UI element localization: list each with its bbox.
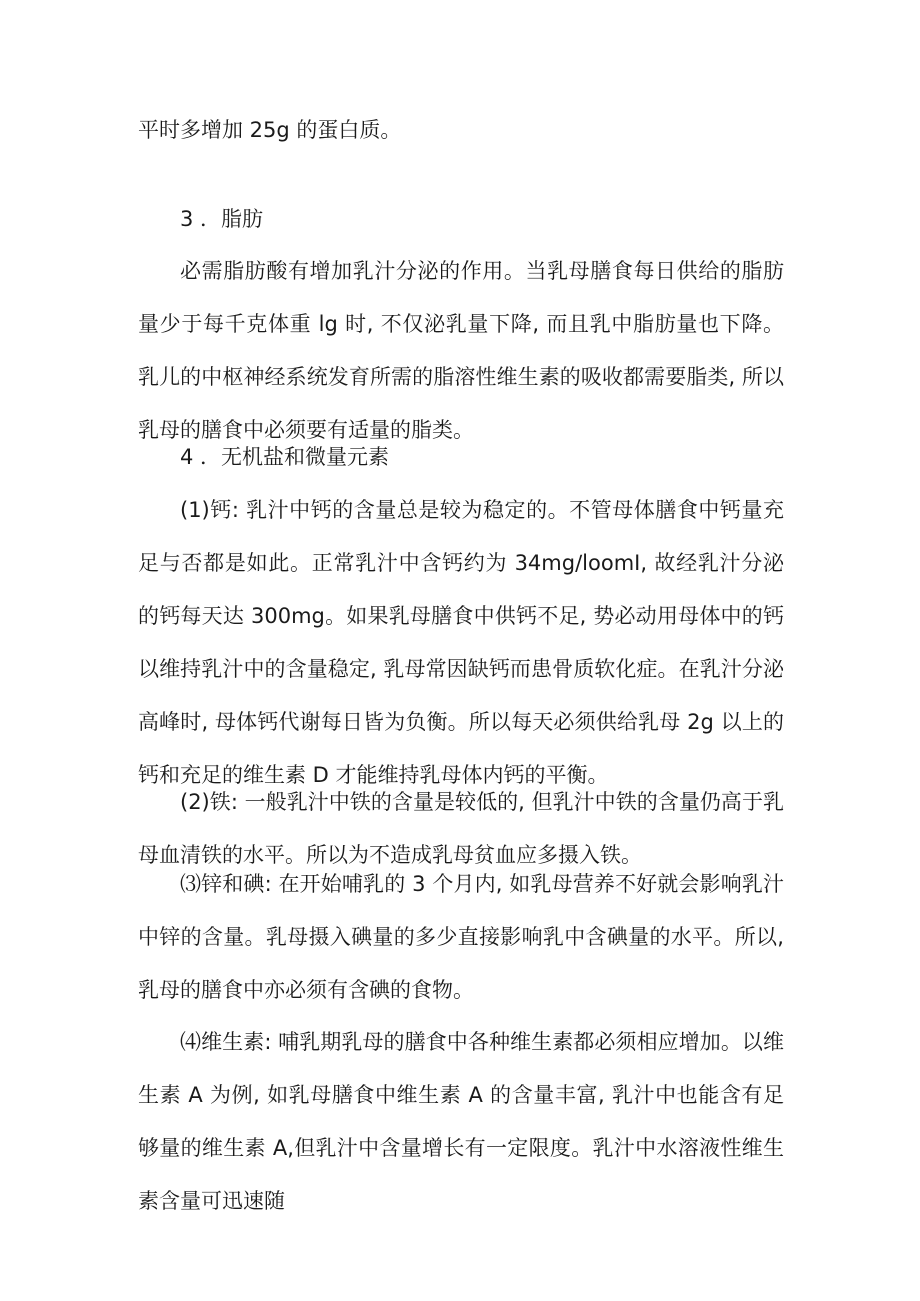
paragraph-zinc-iodine: ⑶锌和碘: 在开始哺乳的 3 个月内, 如乳母营养不好就会影响乳汁中锌的含量。乳母摄入碘量的多少直接影响乳中含碘量的水平。所以, 乳母的膳食中亦必须有含碘的食物。 [138, 872, 784, 1002]
paragraph-vitamins: ⑷维生素: 哺乳期乳母的膳食中各种维生素都必须相应增加。以维生素 A 为例, 如乳母膳食中维生素 A 的含量丰富, 乳汁中也能含有足够量的维生素 A,但乳汁中含量增长有一定限度。乳汁中水溶液性维生素含量可迅速随 [138, 1030, 784, 1213]
continuation-line: 平时多增加 25g 的蛋白质。 [138, 118, 402, 142]
paragraph-iron: (2)铁: 一般乳汁中铁的含量是较低的, 但乳汁中铁的含量仍高于乳母血清铁的水平。所以为不造成乳母贫血应多摄入铁。 [138, 790, 784, 867]
paragraph-calcium: (1)钙: 乳汁中钙的含量总是较为稳定的。不管母体膳食中钙量充足与否都是如此。正常乳汁中含钙约为 34mg∕loomI, 故经乳汁分泌的钙每天达 300mg。如果乳母膳食中供钙不足, 势必动用母体中的钙以维持乳汁中的含量稳定, 乳母常因缺钙而患骨质软化症。在乳汁分泌高峰时, 母体钙代谢每日皆为负衡。所以每天必须供给乳母 2g 以上的钙和充足的维生素 D 才能维持乳母体内钙的平衡。 [138, 498, 784, 787]
section-heading-minerals: 4 ．无机盐和微量元素 [180, 445, 390, 469]
section-heading-fat: 3 ．脂肪 [180, 207, 264, 231]
paragraph-fat: 必需脂肪酸有增加乳汁分泌的作用。当乳母膳食每日供给的脂肪量少于每千克体重 lg 时, 不仅泌乳量下降, 而且乳中脂肪量也下降。乳儿的中枢神经系统发育所需的脂溶性维生素的吸收都需要脂类, 所以乳母的膳食中必须要有适量的脂类。 [138, 259, 784, 442]
